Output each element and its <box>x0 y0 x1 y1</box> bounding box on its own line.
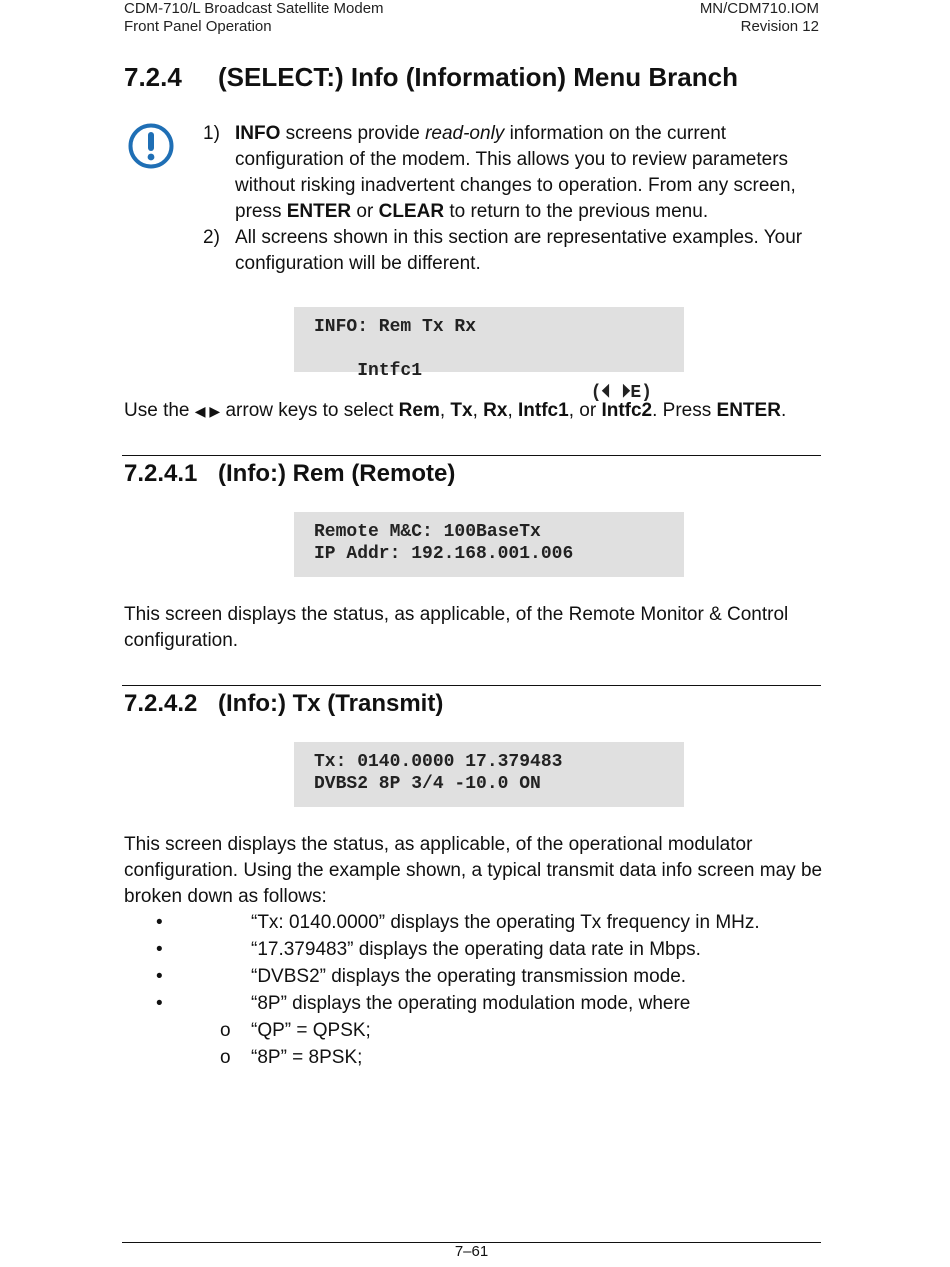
header-doc-number: MN/CDM710.IOM <box>699 0 819 17</box>
header-doc-title: CDM-710/L Broadcast Satellite Modem <box>124 0 384 17</box>
lcd-line-2: DVBS2 8P 3/4 -10.0 ON <box>314 774 541 794</box>
bold-intfc2: Intfc2 <box>601 400 653 421</box>
note-text: information on the current configuration of the modem. This allows you to review parameters without risking inadvertent changes to operation. From any screen, press <box>235 123 796 222</box>
sub-list-item <box>124 1017 824 1044</box>
bold-enter: ENTER <box>286 201 352 222</box>
bullet-icon: • <box>156 993 163 1014</box>
list-item-text: “8P” displays the operating modulation mode, where <box>251 993 691 1014</box>
para-text: , or <box>568 400 602 421</box>
sub-list-item <box>124 1044 824 1071</box>
bold-rem: Rem <box>398 400 440 421</box>
bold-enter: ENTER <box>716 400 781 421</box>
header-chapter: Front Panel Operation <box>124 18 272 35</box>
note-item-1 <box>203 121 823 225</box>
bullet-icon: • <box>156 966 163 987</box>
subsection-number: 7.2.4.1 <box>124 460 198 487</box>
list-item-text: “DVBS2” displays the operating transmission mode. <box>251 966 687 987</box>
lcd-line-1: Tx: 0140.0000 17.379483 <box>314 752 563 772</box>
page-header-right <box>700 0 819 36</box>
para-text: Use the <box>124 400 195 421</box>
section-title: (SELECT:) Info (Information) Menu Branch <box>218 62 738 92</box>
note-item-2 <box>203 225 823 277</box>
list-item-text: “Tx: 0140.0000” displays the operating Tx frequency in MHz. <box>251 912 760 933</box>
bold-clear: CLEAR <box>378 201 445 222</box>
subsection-title: (Info:) Rem (Remote) <box>218 460 456 487</box>
para-text: arrow keys to select <box>220 400 399 421</box>
sub-bullet-icon: o <box>220 1047 231 1068</box>
list-item <box>124 909 824 936</box>
page-header-left <box>124 0 384 36</box>
para-text: , <box>507 400 519 421</box>
section-number: 7.2.4 <box>124 62 182 92</box>
list-item-text: “17.379483” displays the operating data rate in Mbps. <box>251 939 701 960</box>
note-text: screens provide <box>280 123 426 144</box>
lcd-line-2: IP Addr: 192.168.001.006 <box>314 544 574 564</box>
italic-read-only: read-only <box>425 123 505 144</box>
subsection-heading-transmit <box>124 690 443 718</box>
bullet-icon: • <box>156 912 163 933</box>
para-text: . Press <box>652 400 717 421</box>
arrow-keys-icon: ◀ ▶ <box>194 403 221 419</box>
lcd-display-remote <box>294 512 684 577</box>
list-item <box>124 963 824 990</box>
para-text: , <box>439 400 451 421</box>
section-heading <box>124 62 738 93</box>
lcd-line-1: INFO: Rem Tx Rx <box>314 317 477 337</box>
transmit-paragraph: This screen displays the status, as applicable, of the operational modulator configuration. Using the example shown, a typical transmit data info screen may be broken down as follows: <box>124 834 823 907</box>
lcd-display-transmit <box>294 742 684 807</box>
list-item <box>124 936 824 963</box>
lcd-line-1: Remote M&C: 100BaseTx <box>314 522 541 542</box>
subsection-title: (Info:) Tx (Transmit) <box>218 690 444 717</box>
sub-list-item-text: “QP” = QPSK; <box>251 1020 371 1041</box>
subsection-number: 7.2.4.2 <box>124 690 198 717</box>
bold-tx: Tx <box>450 400 473 421</box>
lcd-display-info <box>294 307 684 403</box>
note-number: 2) <box>203 227 220 248</box>
page-number: 7–61 <box>454 1243 489 1260</box>
lcd-line-2-left: Intfc1 <box>357 361 423 381</box>
bold-intfc1: Intfc1 <box>518 400 569 421</box>
para-text: , <box>472 400 484 421</box>
note-number: 1) <box>203 123 220 144</box>
section-divider <box>122 685 821 686</box>
exclamation-circle-icon <box>128 123 174 169</box>
para-text: . <box>780 400 787 421</box>
list-item <box>124 990 824 1017</box>
select-paragraph <box>124 398 824 424</box>
section-divider <box>122 455 821 456</box>
bold-rx: Rx <box>483 400 508 421</box>
remote-paragraph: This screen displays the status, as applicable, of the Remote Monitor & Control configuration. <box>124 604 789 651</box>
subsection-heading-remote <box>124 460 455 488</box>
note-text: or <box>351 201 379 222</box>
note-text: All screens shown in this section are representative examples. Your configuration will be different. <box>235 227 803 274</box>
header-revision: Revision 12 <box>740 18 819 35</box>
sub-list-item-text: “8P” = 8PSK; <box>251 1047 363 1068</box>
note-list <box>203 121 823 277</box>
bullet-icon: • <box>156 939 163 960</box>
bold-info: INFO <box>235 123 281 144</box>
transmit-bullet-list <box>124 909 824 1071</box>
sub-bullet-icon: o <box>220 1020 231 1041</box>
lcd-line-2-right: (⏴ ⏵E) <box>590 383 652 403</box>
note-text: to return to the previous menu. <box>444 201 709 222</box>
